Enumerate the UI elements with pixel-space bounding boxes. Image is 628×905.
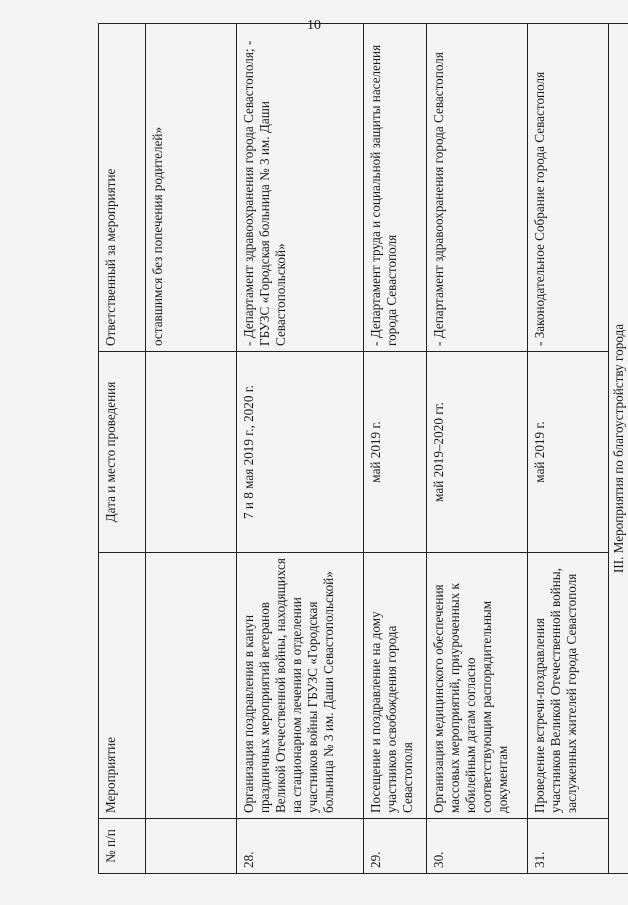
- cell-responsible: оставшимся без попечения родителей»: [146, 24, 237, 352]
- cell-date: май 2019 г.: [364, 352, 427, 553]
- header-num: № п/п: [99, 819, 146, 874]
- cell-event: Организация поздравления в канун праздничных мероприятий ветеранов Великой Отечественной войны, находящихся на стационарном лечении в отделении участников войны ГБУЗС «Городская больница № 3 им. Даши Севастопольской»: [237, 553, 364, 819]
- cell-event: Проведение встречи-поздравления участников Великой Отечественной войны, заслуженных жителей города Севастополя: [528, 553, 609, 819]
- table-row-continuation: [146, 24, 237, 874]
- section-header-row: [609, 24, 628, 874]
- cell-num: 30.: [427, 819, 528, 874]
- table-row: [528, 24, 609, 874]
- cell-event: [146, 553, 237, 819]
- cell-event: Посещение и поздравление на дому участников освобождения города Севастополя: [364, 553, 427, 819]
- cell-num: [146, 819, 237, 874]
- cell-date: май 2019–2020 гг.: [427, 352, 528, 553]
- table-row: [237, 24, 364, 874]
- table-row: [364, 24, 427, 874]
- section-title: III. Мероприятия по благоустройству города: [609, 24, 628, 874]
- cell-responsible: - Законодательное Собрание города Севастополя: [528, 24, 609, 352]
- header-date: Дата и место проведения: [99, 352, 146, 553]
- header-event: Мероприятие: [99, 553, 146, 819]
- cell-num: 28.: [237, 819, 364, 874]
- cell-num: 31.: [528, 819, 609, 874]
- cell-date: 7 и 8 мая 2019 г., 2020 г.: [237, 352, 364, 553]
- header-responsible: Ответственный за мероприятие: [99, 24, 146, 352]
- page-number: 10: [307, 18, 321, 33]
- cell-responsible: - Департамент труда и социальной защиты населения города Севастополя: [364, 24, 427, 352]
- table-frame: [98, 40, 626, 874]
- cell-date: [146, 352, 237, 553]
- cell-num: 29.: [364, 819, 427, 874]
- table-row: [427, 24, 528, 874]
- cell-event: Организация медицинского обеспечения массовых мероприятий, приуроченных к юбилейным датам согласно соответствующим распорядительным документам: [427, 553, 528, 819]
- cell-responsible: - Департамент здравоохранения города Севастополя; - ГБУЗС «Городская больница № 3 им. Даши Севастопольской»: [237, 24, 364, 352]
- events-table: [98, 23, 628, 874]
- rotated-table-container: [98, 40, 626, 874]
- cell-date: май 2019 г.: [528, 352, 609, 553]
- table-header-row: [99, 24, 146, 874]
- cell-responsible: - Департамент здравоохранения города Севастополя: [427, 24, 528, 352]
